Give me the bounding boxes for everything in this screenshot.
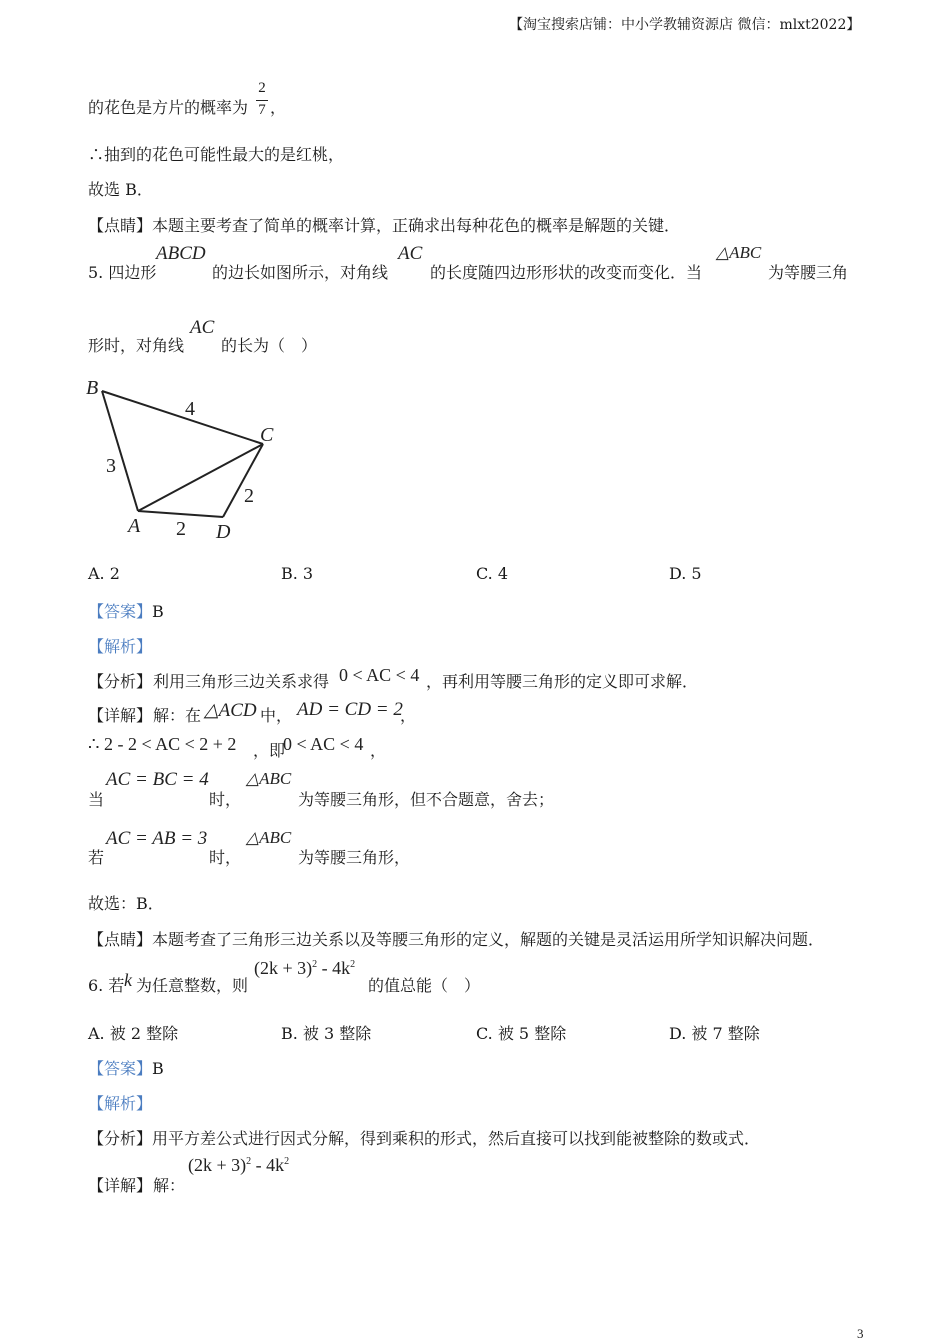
edge-bc: [102, 391, 263, 444]
q5-xj2-math-2: 0 < AC < 4: [283, 734, 364, 754]
q6-option-d: D. 被 7 整除: [669, 1024, 760, 1043]
q6-text-2: 为任意整数，则: [136, 976, 249, 995]
fraction-numerator: 2: [258, 80, 266, 96]
fenxi-tag: 【分析】: [88, 1129, 153, 1148]
length-cd-label: 2: [244, 485, 254, 507]
q5-xj3-text-c: 为等腰三角形，但不合题意，舍去；: [298, 790, 555, 809]
q5-math-ac-2: AC: [190, 317, 215, 338]
q5-fenxi-text-2: ，再利用等腰三角形的定义即可求解．: [426, 672, 699, 691]
prev-line1: 的花色是方片的概率为: [88, 98, 249, 117]
q5-option-d: D. 5: [669, 564, 702, 583]
q5-xj1-text-c: ，: [400, 706, 417, 725]
q5-xj4-math-triangle: △ABC: [246, 828, 292, 847]
prev-line2: ∴抽到的花色可能性最大的是红桃，: [88, 145, 345, 164]
q5-xj2-text-a: ，即: [253, 741, 286, 760]
answer-value: B: [152, 1059, 164, 1078]
fraction-bar: [256, 100, 268, 101]
q5-xj5: 故选：B．: [88, 894, 164, 913]
comment-tag: 【点睛】: [88, 216, 153, 235]
q5-fenxi-math: 0 < AC < 4: [339, 665, 420, 685]
q5-fenxi-tag: 【分析】: [88, 672, 153, 691]
q6-math-k: k: [124, 970, 132, 990]
vertex-a-label: A: [128, 515, 141, 537]
q5-xj1-math-eq: AD = CD = 2: [297, 699, 403, 720]
q6-option-b: B. 被 3 整除: [281, 1024, 372, 1043]
q6-option-c: C. 被 5 整除: [476, 1024, 567, 1043]
q5-text-4: 为等腰三角: [768, 263, 849, 282]
q6-answer: [88, 1056, 164, 1079]
q6-xj-expression: $(2k + 3)^2 - 4k^2$: [188, 1155, 290, 1175]
q5-text-2: 的边长如图所示，对角线: [212, 263, 389, 282]
q5-text-1: 5. 四边形: [88, 263, 157, 282]
q5-text-6: 的长为（ ）: [221, 336, 318, 355]
q5-text-3: 的长度随四边形形状的改变而变化．当: [430, 263, 703, 282]
vertex-b-label: B: [86, 377, 99, 399]
q5-xj3-math-triangle: △ABC: [246, 769, 292, 788]
q5-xj4-text-c: 为等腰三角形，: [298, 848, 411, 867]
q6-fenxi: [88, 1126, 760, 1149]
prev-comment: [88, 213, 680, 236]
page-number: 3: [857, 1326, 864, 1341]
edge-ab: [102, 391, 138, 511]
q5-xj2-text-b: ，: [370, 741, 387, 760]
length-ab-label: 3: [106, 455, 116, 477]
comment-text: 本题主要考查了简单的概率计算，正确求出每种花色的概率是解题的关键．: [152, 216, 681, 235]
q5-text-5: 形时，对角线: [88, 336, 185, 355]
q5-option-c: C. 4: [476, 564, 509, 583]
q6-xj1-text: 解：: [153, 1176, 186, 1195]
q6-xiangjie-tag: 【详解】: [88, 1176, 153, 1195]
q5-xiangjie-tag: 【详解】: [88, 706, 153, 725]
prev-line1-end: ，: [270, 98, 287, 117]
q5-answer: [88, 599, 164, 622]
q5-analysis-tag: 【解析】: [88, 637, 153, 656]
answer-tag: 【答案】: [88, 602, 153, 621]
q5-xj3-text-b: 时，: [209, 790, 242, 809]
comment-tag: 【点睛】: [88, 930, 153, 949]
q5-xj4-text-b: 时，: [209, 848, 242, 867]
q6-expression: $(2k + 3)^2 - 4k^2$: [254, 958, 356, 978]
vertex-c-label: C: [260, 424, 274, 446]
q5-xj1-math-triangle: △ACD: [204, 700, 257, 721]
fenxi-text: 用平方差公式进行因式分解，得到乘积的形式，然后直接可以找到能被整除的数或式．: [152, 1129, 761, 1148]
q5-math-triangle-abc: △ABC: [716, 243, 762, 262]
prev-line3: 故选 B．: [88, 180, 153, 199]
q6-text-3: 的值总能（ ）: [368, 976, 481, 995]
comment-text: 本题考查了三角形三边关系以及等腰三角形的定义，解题的关键是灵活运用所学知识解决问题．: [152, 930, 825, 949]
q5-comment: [88, 927, 824, 950]
length-ad-label: 2: [176, 518, 186, 540]
q5-option-b: B. 3: [281, 564, 314, 583]
vertex-d-label: D: [216, 521, 231, 543]
q6-text-1: 6. 若: [88, 976, 125, 995]
edge-ad: [138, 511, 223, 517]
q6-option-a: A. 被 2 整除: [88, 1024, 179, 1043]
answer-value: B: [152, 602, 164, 621]
q5-math-ac: AC: [398, 243, 423, 264]
q5-option-a: A. 2: [88, 564, 120, 583]
q5-xj1-text-a: 解：在: [153, 706, 202, 725]
answer-tag: 【答案】: [88, 1059, 153, 1078]
fraction-denominator: 7: [258, 102, 266, 118]
q5-xj4-text-a: 若: [88, 848, 105, 867]
q5-xj3-math: AC = BC = 4: [106, 769, 209, 790]
q5-xj1-text-b: 中，: [260, 706, 293, 725]
quadrilateral-figure: [80, 370, 290, 550]
q5-xj3-text-a: 当: [88, 790, 105, 809]
page-header: 【淘宝搜索店铺：中小学教辅资源店 微信：mlxt2022】: [509, 17, 861, 33]
q5-math-abcd: ABCD: [156, 243, 206, 264]
q5-xj2-math: ∴ 2 - 2 < AC < 2 + 2: [88, 734, 237, 754]
q5-fenxi-text-1: 利用三角形三边关系求得: [153, 672, 330, 691]
q5-xj4-math: AC = AB = 3: [106, 828, 208, 849]
length-bc-label: 4: [185, 398, 195, 420]
q6-analysis-tag: 【解析】: [88, 1094, 153, 1113]
